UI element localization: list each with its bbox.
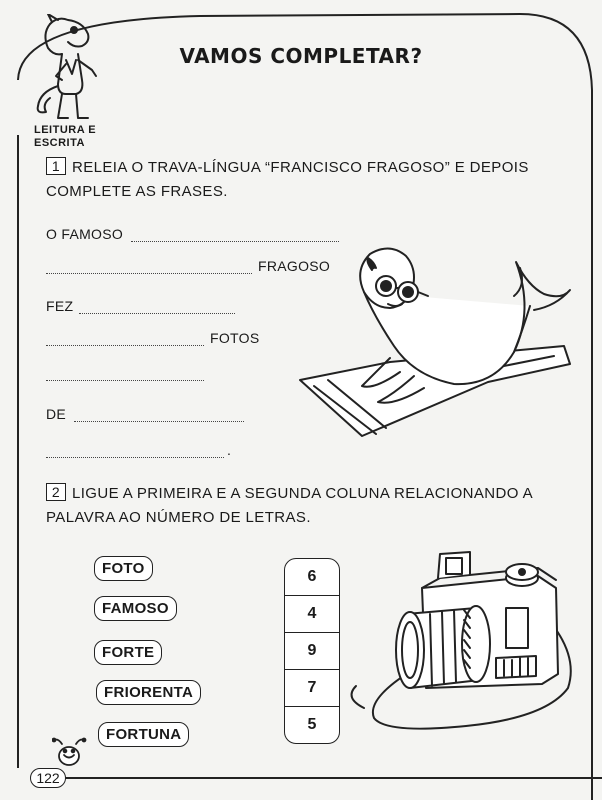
word-box-fortuna[interactable]: FORTUNA xyxy=(98,722,189,747)
blank-5[interactable] xyxy=(46,368,204,381)
fill-line-5 xyxy=(46,368,204,381)
number-cell-5[interactable]: 5 xyxy=(307,716,317,733)
fill-line-1-before: O FAMOSO xyxy=(46,226,124,242)
question-1-number: 1 xyxy=(46,157,66,175)
section-label-line1: LEITURA E xyxy=(34,124,97,136)
fill-line-3 xyxy=(46,298,235,314)
number-cell-1[interactable]: 6 xyxy=(285,559,339,596)
word-box-famoso[interactable]: FAMOSO xyxy=(94,596,177,621)
question-1 xyxy=(46,156,566,204)
fill-line-1 xyxy=(46,226,339,242)
fill-line-4-after: FOTOS xyxy=(210,330,260,346)
fill-line-3-before: FEZ xyxy=(46,298,74,314)
fill-line-6 xyxy=(46,406,244,422)
word-box-friorenta[interactable]: FRIORENTA xyxy=(96,680,201,705)
fill-line-2-after: FRAGOSO xyxy=(258,258,331,274)
seal-with-sunglasses-illustration xyxy=(294,246,574,440)
blank-1[interactable] xyxy=(131,229,339,242)
blank-4[interactable] xyxy=(46,333,204,346)
fill-line-2 xyxy=(46,258,330,274)
number-cell-2[interactable]: 4 xyxy=(285,596,339,633)
question-2-number: 2 xyxy=(46,483,66,501)
section-label xyxy=(34,124,96,150)
fill-line-7-after: . xyxy=(227,442,232,458)
number-column xyxy=(284,558,340,744)
page-number: 122 xyxy=(30,768,66,788)
fill-line-4 xyxy=(46,330,259,346)
question-1-text: RELEIA O TRAVA-LÍNGUA “FRANCISCO FRAGOSO” E DEPOIS COMPLETE AS FRASES. xyxy=(46,159,529,200)
fill-line-7 xyxy=(46,442,231,458)
question-2 xyxy=(46,482,591,530)
question-2-text: LIGUE A PRIMEIRA E A SEGUNDA COLUNA RELACIONANDO A PALAVRA AO NÚMERO DE LETRAS. xyxy=(46,485,533,526)
word-box-foto[interactable]: FOTO xyxy=(94,556,153,581)
blank-3[interactable] xyxy=(79,301,235,314)
blank-7[interactable] xyxy=(46,445,224,458)
camera-illustration xyxy=(346,548,582,734)
section-label-line2: ESCRITA xyxy=(34,137,85,149)
page-title: VAMOS COMPLETAR? xyxy=(179,44,423,68)
blank-6[interactable] xyxy=(74,409,244,422)
word-box-forte[interactable]: FORTE xyxy=(94,640,162,665)
fill-line-6-before: DE xyxy=(46,406,67,422)
number-cell-3[interactable]: 9 xyxy=(285,633,339,670)
number-cell-4[interactable]: 7 xyxy=(285,670,339,707)
bug-icon xyxy=(52,736,88,768)
horse-mascot-icon xyxy=(28,14,108,126)
blank-2[interactable] xyxy=(46,261,252,274)
